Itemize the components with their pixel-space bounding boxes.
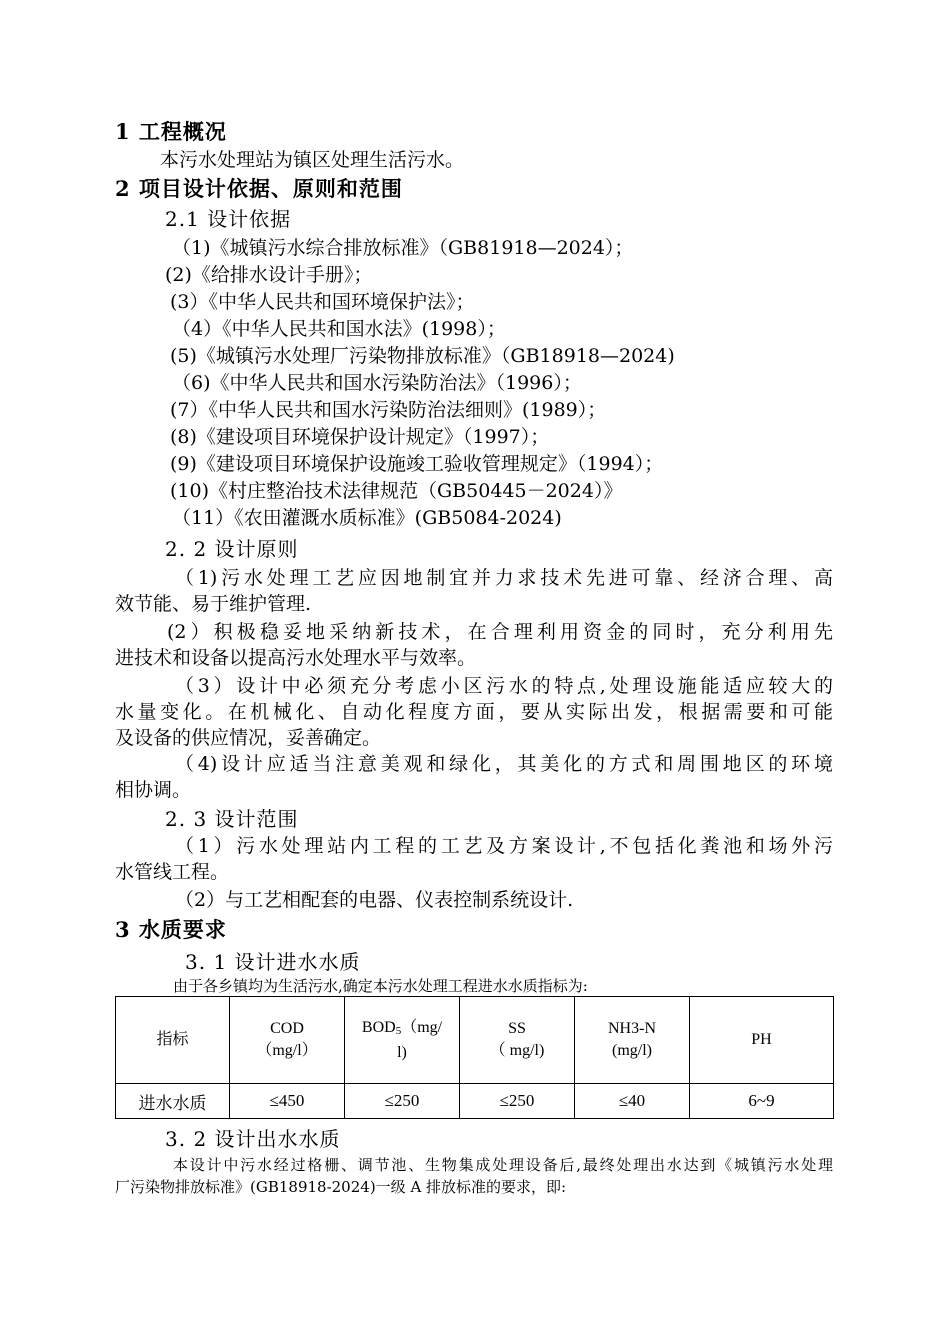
basis-item: （11）《农田灌溉水质标准》(GB5084-2024) (172, 507, 562, 529)
subsection-2-3-heading: 2. 3 设计范围 (165, 807, 299, 831)
principle-line: （1)污水处理工艺应因地制宜并力求技术先进可靠、经济合理、高 (175, 567, 833, 589)
table-row (116, 1084, 834, 1119)
header-bod-unit-b: l) (397, 1043, 407, 1061)
section-1-text: 本污水处理站为镇区处理生活污水。 (160, 149, 465, 171)
table-header-row (116, 997, 834, 1084)
outflow-text-line: 本设计中污水经过格栅、调节池、生物集成处理设备后,最终处理出水达到《城镇污水处理 (173, 1156, 833, 1174)
basis-item: （1)《城镇污水综合排放标准》（GB81918—2024）； (172, 237, 634, 259)
basis-item: (9)《建设项目环境保护设施竣工验收管理规定》（1994）； (170, 453, 664, 475)
scope-line: （2）与工艺相配套的电器、仪表控制系统设计. (175, 889, 574, 911)
header-nh3n: NH3-N (608, 1020, 656, 1037)
value-cod: ≤450 (230, 1084, 345, 1119)
principle-line: 进技术和设备以提高污水处理水平与效率。 (115, 647, 477, 669)
value-nh3n: ≤40 (575, 1084, 690, 1119)
basis-item: (8)《建设项目环境保护设计规定》（1997）； (170, 426, 550, 448)
scope-line: （1）污水处理站内工程的工艺及方案设计,不包括化粪池和场外污 (175, 835, 833, 857)
basis-item: （4）《中华人民共和国水法》(1998）； (172, 318, 506, 340)
header-nh3n-unit: (mg/l) (612, 1042, 652, 1059)
principle-line: 效节能、易于维护管理. (115, 593, 312, 615)
header-ss-unit: （ mg/l) (489, 1042, 545, 1059)
header-bod-unit-a: （mg/ (401, 1018, 443, 1036)
header-bod-subscript: 5 (395, 1024, 402, 1037)
header-cell (230, 997, 345, 1084)
principle-line: （4)设计应适当注意美观和绿化，其美化的方式和周围地区的环境 (175, 753, 833, 775)
header-indicator: 指标 (156, 1031, 189, 1048)
section-1-heading: 1 工程概况 (115, 119, 227, 144)
subsection-3-1-heading: 3. 1 设计进水水质 (185, 950, 361, 974)
basis-item: (7）《中华人民共和国水污染防治法细则》(1989）； (170, 399, 607, 421)
header-ss: SS (508, 1020, 526, 1037)
subsection-2-1-heading: 2.1 设计依据 (165, 207, 292, 231)
section-2-heading: 2 项目设计依据、原则和范围 (115, 176, 403, 201)
outflow-text-line: 厂污染物排放标准》(GB18918-2024)一级 A 排放标准的要求，即: (115, 1178, 567, 1196)
principle-line: （3）设计中必须充分考虑小区污水的特点,处理设施能适应较大的 (175, 675, 833, 697)
row-label: 进水水质 (116, 1084, 230, 1119)
header-cell (690, 997, 834, 1084)
header-cod-unit: （mg/l） (256, 1042, 318, 1059)
principle-line: (2）积极稳妥地采纳新技术，在合理利用资金的同时，充分利用先 (167, 621, 833, 643)
inflow-quality-table (115, 996, 834, 1119)
basis-item: (10)《村庄整治技术法律规范（GB50445－2024）》 (170, 480, 623, 502)
header-ph: PH (751, 1031, 772, 1048)
principle-line: 及设备的供应情况，妥善确定。 (115, 727, 382, 749)
header-bod: BOD (361, 1018, 396, 1036)
section-3-heading: 3 水质要求 (115, 917, 227, 942)
basis-item: (5)《城镇污水处理厂污染物排放标准》（GB18918—2024) (170, 345, 675, 367)
scope-line: 水管线工程。 (115, 861, 230, 883)
basis-item: （6)《中华人民共和国水污染防治法》（1996）； (172, 372, 582, 394)
header-cell (575, 997, 690, 1084)
header-cell (345, 997, 460, 1084)
value-bod: ≤250 (345, 1084, 460, 1119)
header-cod: COD (270, 1020, 304, 1037)
header-cell (116, 997, 230, 1084)
header-cell (460, 997, 575, 1084)
inflow-intro: 由于各乡镇均为生活污水,确定本污水处理工程进水水质指标为: (173, 977, 588, 995)
basis-item: (2)《给排水设计手册》； (165, 264, 373, 286)
subsection-3-2-heading: 3. 2 设计出水水质 (165, 1127, 341, 1151)
principle-line: 水量变化。在机械化、自动化程度方面，要从实际出发，根据需要和可能 (115, 701, 833, 723)
value-ss: ≤250 (460, 1084, 575, 1119)
subsection-2-2-heading: 2. 2 设计原则 (165, 537, 299, 561)
value-ph: 6~9 (690, 1084, 834, 1119)
basis-item: (3）《中华人民共和国环境保护法》； (170, 291, 475, 313)
principle-line: 相协调。 (115, 779, 192, 801)
